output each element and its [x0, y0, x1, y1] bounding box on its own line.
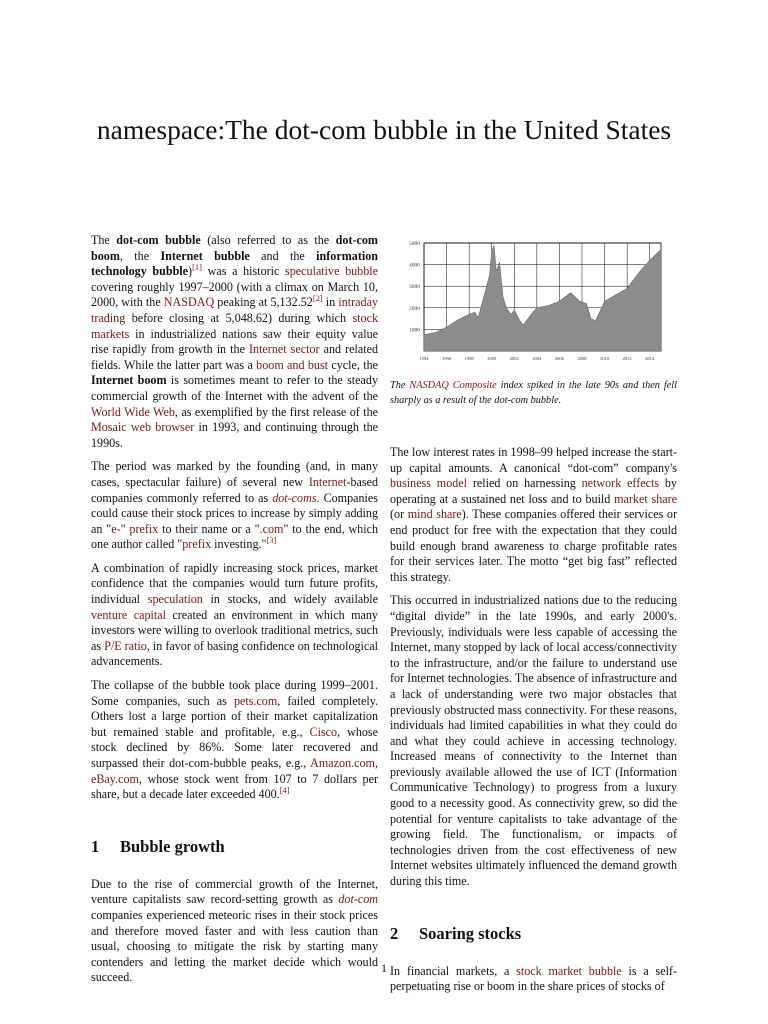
section-number: 1 [91, 836, 100, 856]
link-speculation[interactable]: speculation [147, 592, 203, 607]
bubble-growth-flow-text: companies experienced meteoric rises in their stock prices and therefore moved faster and with less caution than usual, choosing to mitigate the risk by starting many contenders and letting the market decide which would succeed. [91, 907, 378, 985]
collapse-paragraph: The collapse of the bubble took place during 1999–2001. Some companies, such as pets.com, failed completely. Others lost a large portion of their market capitalization but remained stable and profitable, e.g., Cisco, whose stock declined by 86%. Some later recovered and surpassed their dot-com-bubble peaks, e.g., Amazon.com, eBay.com, whose stock went from 107 to 7 dollars per share, but a decade later exceeded 400.[4] [91, 678, 378, 802]
ref-2-link[interactable]: [2] [312, 293, 323, 304]
bubble-growth-paragraph-continued: The low interest rates in 1998–99 helped increase the start-up capital amounts. A canonical “dot-com” company's business model relied on harnessing network effects by operating at a sustained net loss and to build market share (or mind share). These companies offered their services or end product for free with the expectation that they could build enough brand awareness to charge profitable rates for their services later. The motto “get big fast” reflected this strategy. [390, 445, 678, 584]
link-e-prefix[interactable]: e- [111, 521, 121, 536]
figure-caption: The NASDAQ Composite index spiked in the late 90s and then fell sharply as a result of the dot-com bubble. [390, 380, 677, 406]
x-tick-label: 1998 [464, 356, 474, 361]
link-dot-com-suffix[interactable]: .com [259, 521, 284, 536]
section-heading-bubble-growth [91, 837, 378, 857]
link-boom-and-bust[interactable]: boom and bust [256, 357, 329, 372]
link-cisco[interactable]: Cisco [309, 724, 338, 739]
link-prefix-investing[interactable]: prefix [182, 537, 212, 552]
bubble-growth-paragraph-start: Due to the rise of commercial growth of the Internet, venture capitalists saw record-setting growth as dot-com companies experienced meteoric rises in their stock prices and therefore moved faster and with less caution than usual, choosing to mitigate the risk by starting many contenders and letting the market decide which would succeed. [91, 876, 378, 985]
term-internet-boom: Internet boom [91, 373, 167, 388]
bubble-growth-continuation-text: The low interest rates in 1998–99 helped increase the start-up capital amounts. A canonical “dot-com” company's [390, 445, 677, 475]
link-nasdaq-composite[interactable]: NASDAQ Composite [409, 380, 497, 391]
term-internet-bubble: Internet bubble [160, 248, 250, 263]
digital-divide-paragraph: This occurred in industrialized nations due to the reducing “digital divide” in the late 1990s, and early 2000's. Previously, individuals were less capable of accessing the Internet, many stopped by lack of local access/connectivity to the infrastructure, and/or the failure to understand use for Internet technologies. The absence of infrastructure and a lack of understanding were two major obstacles that previously obstructed mass connectivity. For these reasons, individuals had limited capabilities in what they could do and what they could achieve in accessing technology. Increased means of connectivity to the Internet than previously available allowed the use of ICT (Information Communicative Technology) to progress from a luxury good to a necessity good. As connectivity grew, so did the potential for venture capitalists to take advantage of the growing field. The functionalism, or impacts of technologies driven from the cost effectiveness of new Internet websites ultimately influenced the demand growth during this time. [390, 593, 677, 889]
link-business-model[interactable]: business model [390, 476, 468, 491]
x-tick-label: 1994 [419, 356, 429, 361]
x-tick-label: 2008 [577, 356, 587, 361]
link-dot-coms[interactable]: dot-coms [272, 490, 317, 505]
intro-paragraph: The dot-com bubble (also referred to as the dot-com boom, the Internet bubble and the information technology bubble)[1] was a historic speculative bubble covering roughly 1997–2000 (with a climax on March 10, 2000, with the NASDAQ peaking at 5,132.52[2] in intraday trading before closing at 5,048.62) during which stock markets in industrialized nations saw their equity value rise rapidly from growth in the Internet sector and related fields. While the latter part was a boom and bust cycle, the Internet boom is sometimes meant to refer to the steady commercial growth of the Internet with the advent of the World Wide Web, as exemplified by the first release of the Mosaic web browser in 1993, and continuing through the 1990s. [91, 233, 379, 450]
term-dot-com-bubble: dot-com bubble [116, 233, 201, 247]
term-dot-com-boom: dot-com boom [91, 233, 378, 263]
section-title: Bubble growth [120, 836, 225, 856]
left-column [91, 233, 378, 994]
section-number: 2 [390, 923, 399, 943]
ref-3-link[interactable]: [3] [266, 535, 277, 546]
combination-paragraph: A combination of rapidly increasing stock prices, market confidence that the companies would turn future profits, individual speculation in stocks, and widely available venture capital created an environment in which many investors were willing to overlook traditional metrics, such as P/E ratio, in favor of basing confidence on technological advancements. [91, 560, 378, 669]
page-title: namespace:The dot-com bubble in the United States [96, 114, 672, 145]
link-dot-com[interactable]: dot-com [338, 892, 378, 907]
link-venture-capital[interactable]: venture capital [91, 607, 166, 622]
term-information-technology-bubble: information technology bubble [91, 248, 378, 279]
x-tick-label: 2000 [487, 356, 497, 361]
link-prefix[interactable]: prefix [129, 521, 159, 536]
x-tick-label: 2002 [509, 356, 519, 361]
right-column [390, 445, 677, 1003]
link-internet-sector[interactable]: Internet sector [249, 342, 320, 357]
x-tick-label: 1996 [442, 356, 452, 361]
nasdaq-chart [390, 233, 677, 373]
period-paragraph: The period was marked by the founding (and, in many cases, spectacular failure) of several new Internet-based companies commonly referred to as dot-coms. Companies could cause their stock prices to increase by simply adding an "e-" prefix to their name or a ".com" to the end, which one author called "prefix investing."[3] [91, 459, 379, 552]
link-mosaic-web-browser[interactable]: Mosaic web browser [91, 420, 195, 435]
soaring-stocks-paragraph: In financial markets, a stock market bubble is a self-perpetuating rise or boom in the share prices of stocks of [390, 963, 677, 994]
link-network-effects[interactable]: network effects [581, 476, 660, 491]
link-stock-markets[interactable]: stock markets [91, 310, 378, 341]
link-internet[interactable]: Internet [308, 474, 347, 489]
y-tick-label: 4000 [409, 262, 420, 269]
x-tick-label: 2012 [622, 356, 632, 361]
link-pets-com[interactable]: pets.com [233, 693, 278, 708]
link-mind-share[interactable]: mind share [407, 507, 462, 522]
link-stock-market-bubble[interactable]: stock market bubble [516, 963, 622, 978]
link-speculative-bubble[interactable]: speculative bubble [285, 264, 379, 279]
link-amazon-com[interactable]: Amazon.com [310, 756, 375, 770]
link-world-wide-web[interactable]: World Wide Web [91, 404, 175, 419]
ref-1-link[interactable]: [1] [192, 262, 202, 273]
x-tick-label: 2010 [600, 356, 610, 361]
nasdaq-figure [390, 233, 677, 408]
y-tick-label: 3000 [409, 284, 420, 291]
link-nasdaq[interactable]: NASDAQ [163, 295, 215, 310]
section-title: Soaring stocks [419, 923, 522, 943]
x-tick-label: 2004 [532, 356, 542, 361]
ref-4-link[interactable]: [4] [279, 785, 290, 796]
x-tick-label: 2006 [554, 356, 564, 361]
link-intraday-trading[interactable]: intraday trading [91, 295, 378, 325]
link-pe-ratio[interactable]: P/E ratio [104, 638, 147, 653]
section-heading-soaring-stocks [390, 924, 677, 944]
y-tick-label: 1000 [409, 327, 420, 334]
link-market-share[interactable]: market share [614, 491, 677, 506]
y-tick-label: 5000 [409, 241, 420, 247]
y-tick-label: 2000 [409, 305, 420, 312]
link-ebay-com[interactable]: eBay.com [91, 771, 139, 786]
page-number: 1 [381, 961, 387, 975]
x-tick-label: 2014 [645, 356, 655, 361]
